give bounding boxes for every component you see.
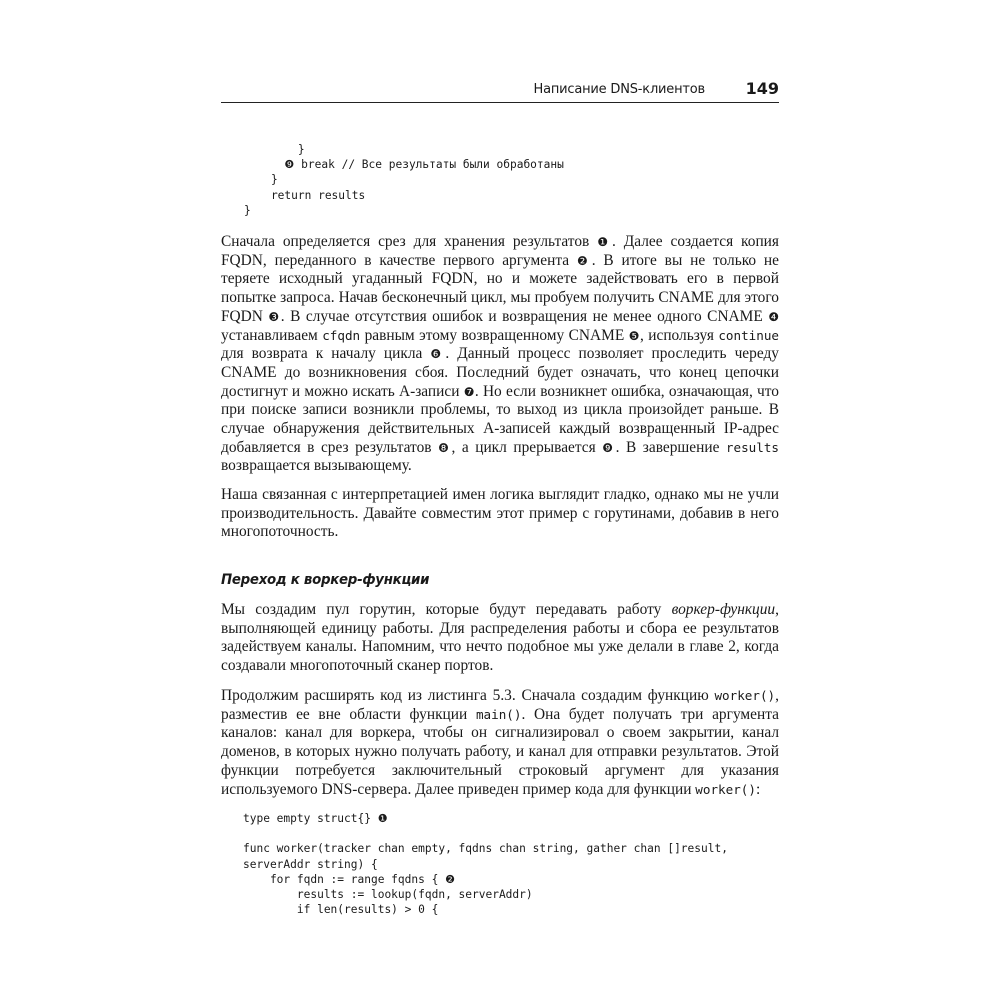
callout-marker-8: ❽ bbox=[438, 440, 452, 455]
inline-code-continue: continue bbox=[718, 327, 779, 343]
code-listing-bottom: type empty struct{} ❶ func worker(tracker chan empty, fqdns chan string, gather chan []result, serverAddr string) { for fqdn := range fqdns { ❷ results := lookup(fqdn, serverAddr) if len(results) > 0 { bbox=[243, 812, 728, 917]
text-run: равным этому возвращенному CNAME bbox=[360, 326, 629, 344]
callout-marker-5: ❺ bbox=[628, 328, 640, 343]
text-run: . В случае отсутствия ошибок и возвращения не менее одного CNAME bbox=[280, 307, 769, 325]
text-run: , выполняющей единицу работы. Для распределения работы и сбора ее результатов задействуем каналы. Напомним, что нечто подобное мы уже делали в главе 2, когда создавали многопоточный сканер портов. bbox=[221, 601, 779, 675]
inline-code-results: results bbox=[725, 439, 779, 455]
text-run: . Но если возникнет ошибка, означающая, что при поиске записи возникли проблемы, то выход из цикла произойдет раньше. В случае обнаружения действительных А-записей каждый возвращенный IP-адрес добавляется в срез результатов bbox=[221, 382, 779, 456]
text-run: . Данный процесс позволяет проследить череду CNAME до возникновения сбоя. Последний будет означать, что конец цепочки достигнут и можно искать А-записи bbox=[221, 345, 779, 400]
text-run: устанавливаем bbox=[221, 326, 323, 344]
code-listing-top: } ❾ break // Все результаты были обработаны } return results } bbox=[244, 143, 564, 217]
inline-code-main: main() bbox=[475, 706, 522, 722]
callout-marker-9: ❾ bbox=[602, 440, 616, 455]
page-header bbox=[221, 78, 779, 103]
callout-marker-1: ❶ bbox=[597, 235, 613, 249]
text-run: Сначала определяется срез для хранения результатов bbox=[221, 233, 598, 250]
text-run: Продолжим расширять код из листинга 5.3. Сначала создадим функцию bbox=[221, 687, 715, 704]
callout-marker-6: ❻ bbox=[430, 347, 446, 362]
text-run: Мы создадим пул горутин, которые будут передавать работу bbox=[221, 601, 672, 618]
text-run: . Далее создается копия FQDN, переданного в качестве первого аргумента bbox=[221, 233, 779, 269]
callout-marker-3: ❸ bbox=[268, 309, 281, 324]
callout-marker-4: ❹ bbox=[768, 309, 779, 324]
callout-marker-7: ❼ bbox=[463, 384, 475, 399]
text-run: : bbox=[755, 780, 761, 798]
paragraph-goroutine-pool bbox=[221, 601, 779, 676]
paragraph-worker-function bbox=[221, 687, 779, 799]
text-run: . Она будет получать три аргумента каналов: канал для воркера, чтобы он сигнализировал о своем закрытии, канал доменов, в которых нужно получать работу, и канал для отправки результатов. Этой функции потребуется заключительный строковый аргумент для указания используемого DNS-сервера. Далее приведен пример кода для функции bbox=[221, 705, 779, 798]
text-run: . В итоге вы не только не теряете исходный угаданный FQDN, но и можете задействовать его в первой попытке запроса. Начав бесконечный цикл, мы пробуем получить CNAME для этого FQDN bbox=[221, 251, 779, 325]
paragraph-performance: Наша связанная с интерпретацией имен логика выглядит гладко, однако мы не учли производительность. Давайте совместим этот пример с горутинами, добавив в него многопоточность. bbox=[221, 486, 779, 541]
running-title: Написание DNS-клиентов bbox=[533, 82, 705, 97]
text-run: для возврата к началу цикла bbox=[221, 345, 431, 363]
inline-code-cfqdn: cfqdn bbox=[322, 327, 361, 343]
callout-marker-2: ❷ bbox=[576, 253, 592, 268]
page-number: 149 bbox=[745, 79, 779, 98]
text-run: , используя bbox=[639, 326, 719, 344]
text-run: . В завершение bbox=[615, 438, 726, 456]
inline-code-worker: worker() bbox=[714, 688, 776, 703]
inline-code-worker: worker() bbox=[695, 781, 756, 797]
text-run: , а цикл прерывается bbox=[451, 438, 603, 456]
text-run: возвращается вызывающему. bbox=[221, 457, 412, 475]
section-heading: Переход к воркер-функции bbox=[221, 572, 430, 588]
italic-term: воркер-функции bbox=[671, 601, 776, 618]
text-run: , разместив ее вне области функции bbox=[221, 687, 779, 723]
paragraph-lookup-explanation bbox=[221, 233, 779, 476]
